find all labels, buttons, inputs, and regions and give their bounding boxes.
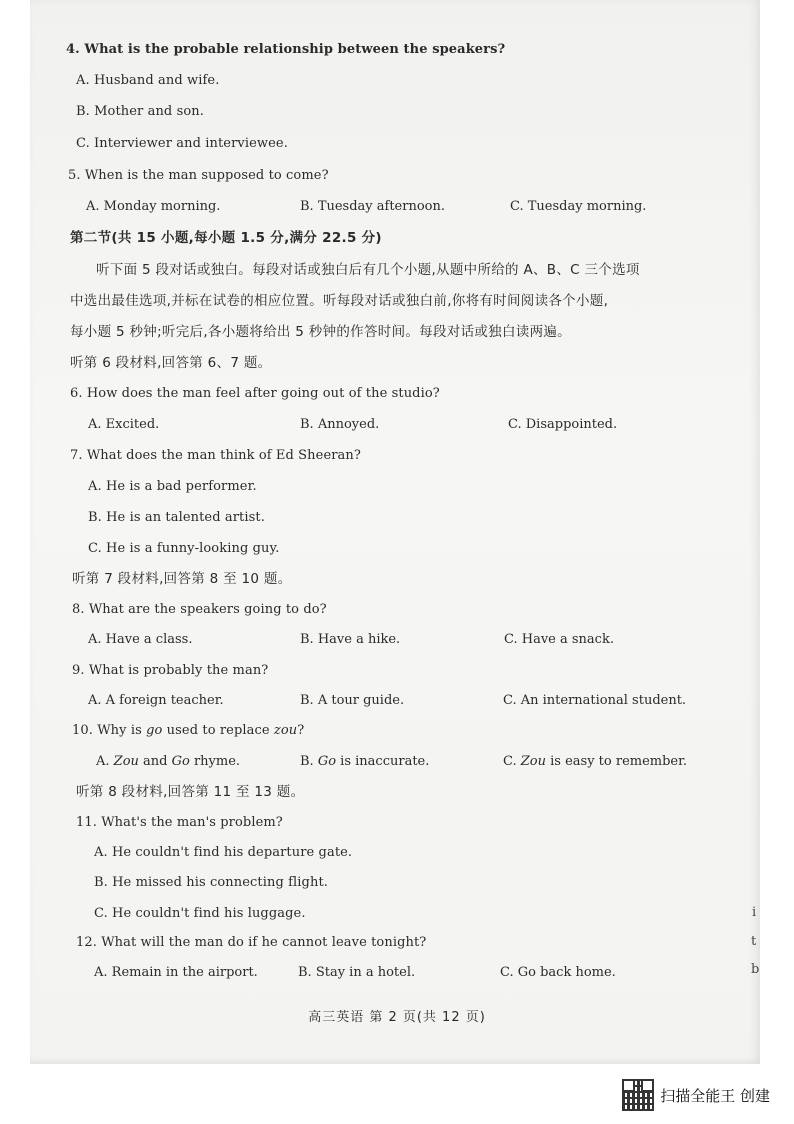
question-9: 9. What is probably the man?	[72, 663, 269, 678]
q8-option-a: A. Have a class.	[88, 632, 193, 647]
q8-option-c: C. Have a snack.	[504, 632, 614, 647]
q11-option-a: A. He couldn't find his departure gate.	[94, 845, 353, 860]
question-8: 8. What are the speakers going to do?	[72, 602, 327, 617]
section-2-instruction-1: 听下面 5 段对话或独白。每段对话或独白后有几个小题,从题中所给的 A、B、C 三个选项	[96, 262, 640, 278]
q12-option-c: C. Go back home.	[500, 965, 616, 980]
section-2-instruction-2: 中选出最佳选项,并标在试卷的相应位置。听每段对话或独白前,你将有时间阅读各个小题,	[70, 293, 609, 309]
question-12: 12. What will the man do if he cannot leave tonight?	[76, 935, 427, 950]
q7-option-c: C. He is a funny-looking guy.	[88, 541, 280, 556]
question-10: 10. Why is go used to replace zou?	[72, 723, 305, 738]
edge-mark-2: t	[751, 934, 757, 949]
page-footer: 高三英语 第 2 页(共 12 页)	[308, 1010, 486, 1025]
q4-option-a: A. Husband and wife.	[76, 73, 220, 88]
q8-option-b: B. Have a hike.	[300, 632, 401, 647]
q11-option-b: B. He missed his connecting flight.	[94, 875, 329, 890]
material-6-heading: 听第 6 段材料,回答第 6、7 题。	[70, 355, 272, 371]
q5-option-c: C. Tuesday morning.	[510, 199, 647, 214]
material-8-heading: 听第 8 段材料,回答第 11 至 13 题。	[76, 784, 305, 800]
q6-option-b: B. Annoyed.	[300, 417, 380, 432]
edge-mark-1: i	[752, 905, 757, 920]
question-11: 11. What's the man's problem?	[76, 815, 283, 830]
question-7: 7. What does the man think of Ed Sheeran?	[70, 448, 361, 463]
q12-option-a: A. Remain in the airport.	[94, 965, 258, 980]
q4-option-b: B. Mother and son.	[76, 104, 204, 119]
watermark-text: 扫描全能王 创建	[660, 1086, 770, 1105]
q11-option-c: C. He couldn't find his luggage.	[94, 906, 306, 921]
q10-option-b: B. Go is inaccurate.	[300, 754, 430, 769]
q9-option-a: A. A foreign teacher.	[88, 693, 224, 708]
section-2-heading: 第二节(共 15 小题,每小题 1.5 分,满分 22.5 分)	[70, 230, 382, 246]
question-5: 5. When is the man supposed to come?	[68, 168, 329, 183]
material-7-heading: 听第 7 段材料,回答第 8 至 10 题。	[72, 571, 292, 587]
q9-option-c: C. An international student.	[503, 693, 687, 708]
q6-option-c: C. Disappointed.	[508, 417, 618, 432]
q7-option-b: B. He is an talented artist.	[88, 510, 265, 525]
q10-option-c: C. Zou is easy to remember.	[503, 754, 688, 769]
q6-option-a: A. Excited.	[88, 417, 160, 432]
scanned-page	[30, 0, 760, 1064]
edge-mark-3: b	[751, 962, 760, 977]
scanner-watermark	[622, 1080, 770, 1110]
q7-option-a: A. He is a bad performer.	[88, 479, 257, 494]
q10-option-a: A. Zou and Go rhyme.	[96, 754, 241, 769]
question-4: 4. What is the probable relationship between the speakers?	[66, 42, 506, 57]
section-2-instruction-3: 每小题 5 秒钟;听完后,各小题将给出 5 秒钟的作答时间。每段对话或独白读两遍。	[70, 324, 571, 340]
question-6: 6. How does the man feel after going out of the studio?	[70, 386, 440, 401]
qr-code-icon	[622, 1079, 654, 1111]
q5-option-a: A. Monday morning.	[86, 199, 221, 214]
q12-option-b: B. Stay in a hotel.	[298, 965, 416, 980]
q9-option-b: B. A tour guide.	[300, 693, 405, 708]
q4-option-c: C. Interviewer and interviewee.	[76, 136, 288, 151]
q5-option-b: B. Tuesday afternoon.	[300, 199, 445, 214]
